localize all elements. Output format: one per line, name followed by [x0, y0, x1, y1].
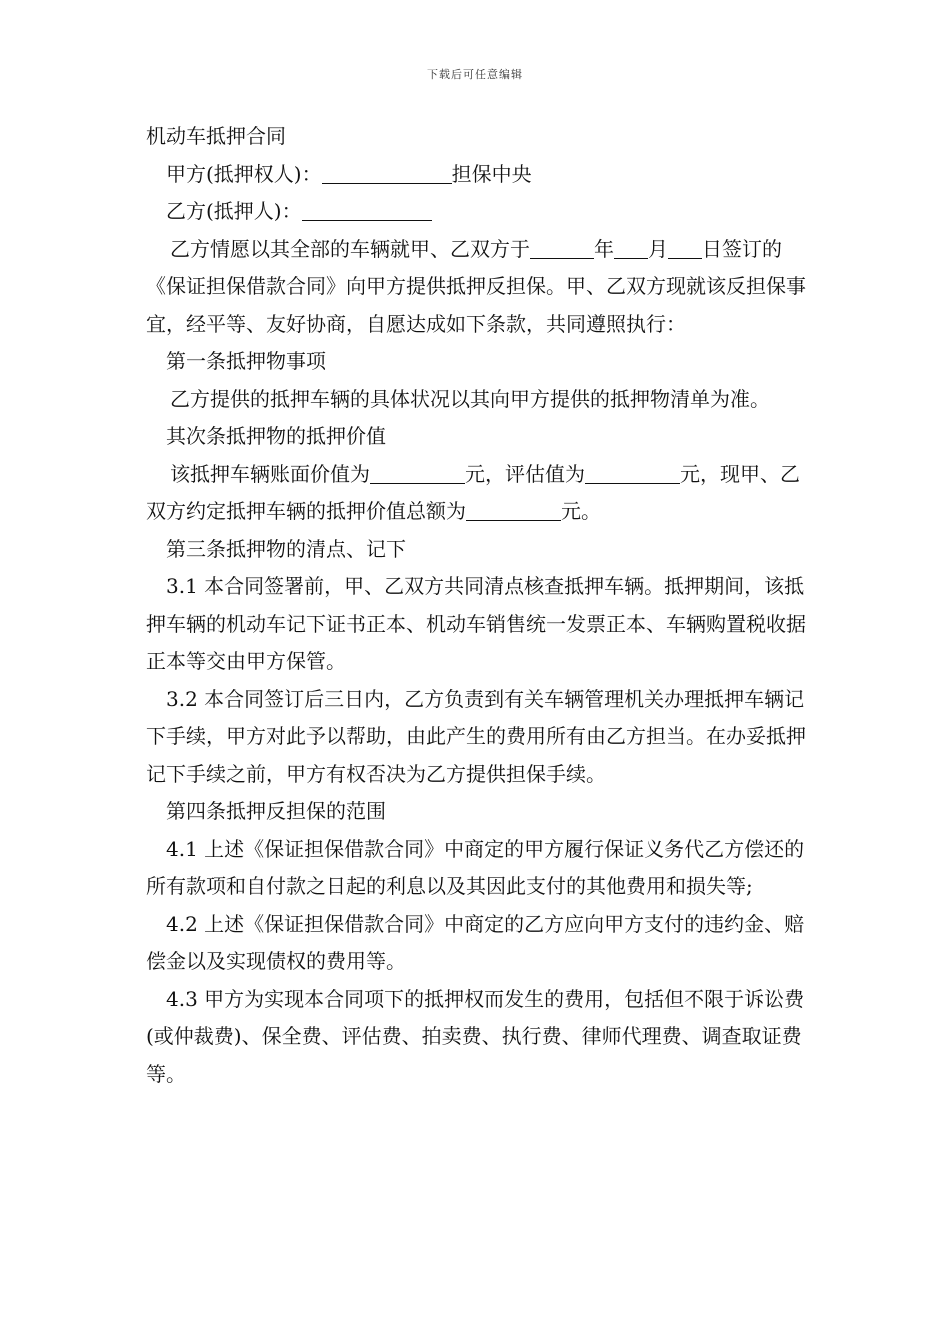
day-blank [668, 238, 702, 259]
article1-heading: 第一条抵押物事项 [166, 349, 326, 373]
party-a-line [146, 156, 811, 194]
article2-text [146, 456, 811, 531]
article4-heading: 第四条抵押反担保的范围 [166, 799, 386, 823]
clause-4-1: 4.1 上述《保证担保借款合同》中商定的甲方履行保证义务代乙方偿还的所有款项和自付款之日起的利息以及其因此支付的其他费用和损失等; [146, 836, 805, 898]
party-a-blank [322, 163, 452, 184]
book-value-blank [370, 463, 465, 484]
article1-text: 乙方提供的抵押车辆的具体状况以其向甲方提供的抵押物清单为准。 [170, 386, 770, 411]
article2-part1: 该抵押车辆账面价值为 [170, 461, 370, 486]
article2-heading: 其次条抵押物的抵押价值 [166, 424, 386, 448]
year-blank [530, 238, 594, 259]
party-a-label: 甲方(抵押权人)： [166, 161, 322, 186]
party-b-line [146, 193, 811, 231]
contract-body [146, 118, 811, 1093]
clause-3-1: 3.1 本合同签署前，甲、乙双方共同清点核查抵押车辆。抵押期间，该抵押车辆的机动车记下证书正本、机动车销售统一发票正本、车辆购置税收据正本等交由甲方保管。 [146, 574, 806, 673]
article2-part4: 元。 [561, 499, 601, 523]
clause-3-2: 3.2 本合同签订后三日内，乙方负责到有关车辆管理机关办理抵押车辆记下手续，甲方对此予以帮助，由此产生的费用所有由乙方担当。在办妥抵押记下手续之前，甲方有权否决为乙方提供担保手续。 [146, 686, 806, 786]
header-note: 下载后可任意编辑 [427, 68, 523, 81]
clause-4-2: 4.2 上述《保证担保借款合同》中商定的乙方应向甲方支付的违约金、赔偿金以及实现债权的费用等。 [146, 911, 805, 973]
appraisal-blank [585, 463, 680, 484]
intro-paragraph [146, 231, 811, 344]
intro-month: 月 [648, 236, 668, 261]
article3-heading: 第三条抵押物的清点、记下 [166, 536, 406, 561]
intro-year: 年 [594, 236, 614, 261]
article2-part3: 元，现甲、乙双方约定抵押车辆的抵押价值总额为 [146, 461, 800, 523]
intro-part1: 乙方情愿以其全部的车辆就甲、乙双方于 [170, 236, 530, 261]
contract-title: 机动车抵押合同 [146, 124, 286, 148]
intro-rest: 日签订的《保证担保借款合同》向甲方提供抵押反担保。甲、乙双方现就该反担保事宜，经平等、友好协商，自愿达成如下条款，共同遵照执行： [146, 236, 806, 336]
clause-4-3: 4.3 甲方为实现本合同项下的抵押权而发生的费用，包括但不限于诉讼费(或仲裁费)、保全费、评估费、拍卖费、执行费、律师代理费、调查取证费等。 [146, 986, 805, 1086]
party-b-label: 乙方(抵押人)： [166, 199, 302, 223]
article2-part2: 元，评估值为 [465, 461, 585, 486]
party-a-suffix: 担保中央 [451, 161, 532, 186]
month-blank [614, 238, 648, 259]
party-b-blank [302, 200, 432, 221]
total-value-blank [466, 500, 561, 521]
